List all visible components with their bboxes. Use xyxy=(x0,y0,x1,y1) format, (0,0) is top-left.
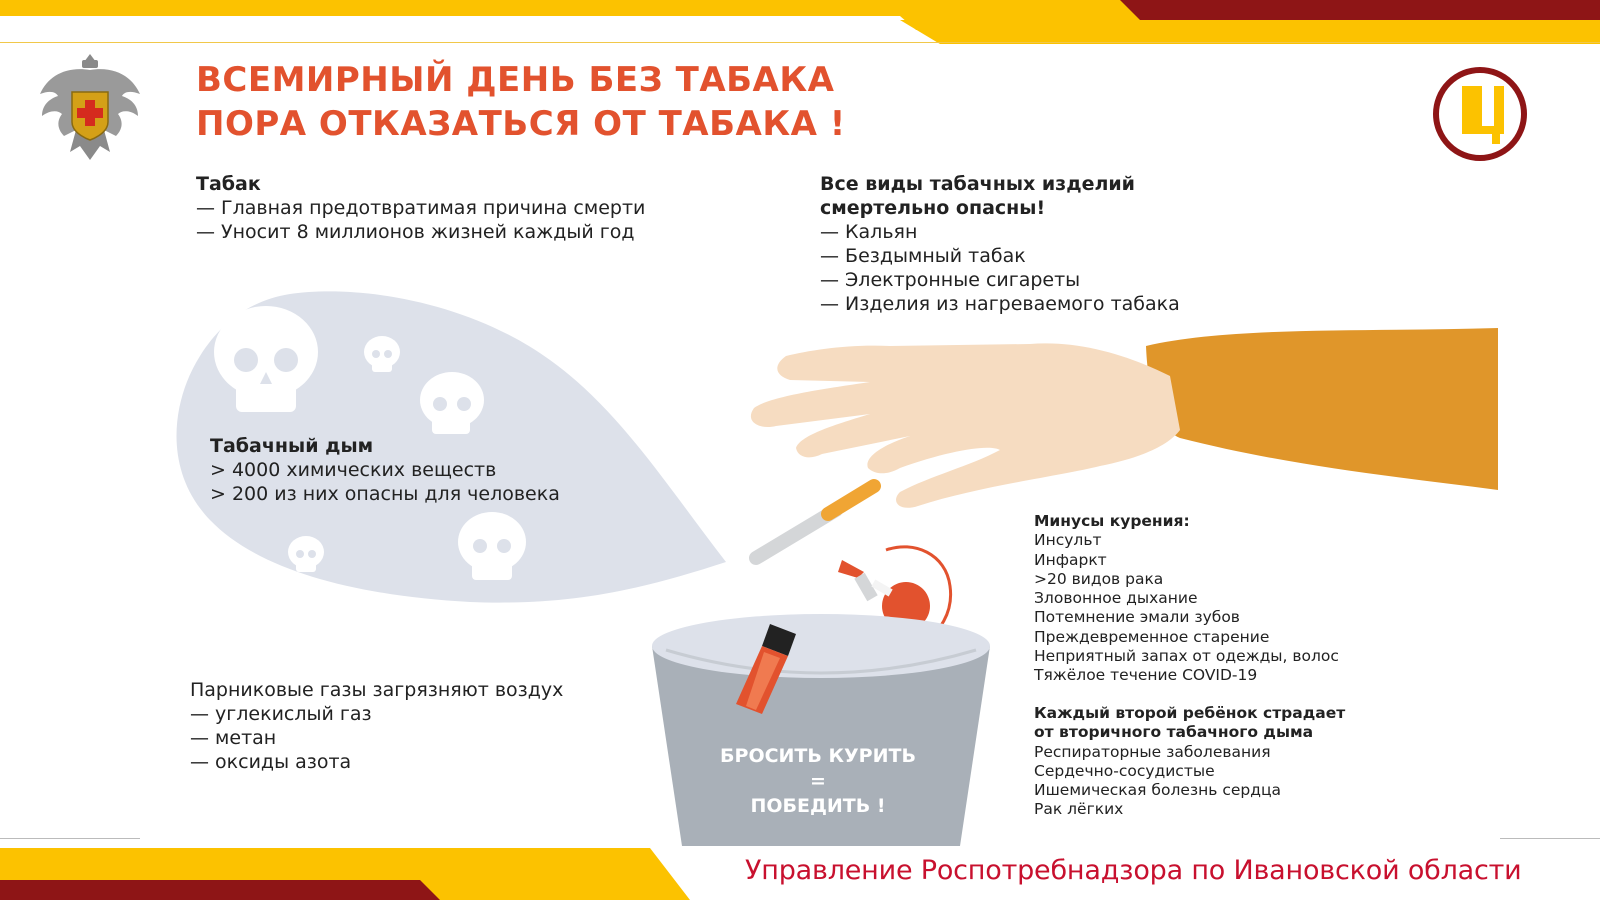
list-item: — углекислый газ xyxy=(190,703,372,725)
list-item: — оксиды азота xyxy=(190,751,352,773)
smoke-block xyxy=(210,434,560,506)
list-item: Респираторные заболевания xyxy=(1034,742,1271,761)
list-item: — Бездымный табак xyxy=(820,245,1026,267)
list-item: — Кальян xyxy=(820,221,918,243)
list-item: > 4000 химических веществ xyxy=(210,459,497,481)
page-title xyxy=(196,58,846,146)
bottom-divider-left xyxy=(0,838,140,839)
list-item: Потемнение эмали зубов xyxy=(1034,608,1240,627)
title-line-1: ВСЕМИРНЫЙ ДЕНЬ БЕЗ ТАБАКА xyxy=(196,60,835,100)
products-heading-line-2: смертельно опасны! xyxy=(820,197,1046,219)
e-cigarette-icon xyxy=(736,624,816,714)
bottom-divider-right xyxy=(1500,838,1600,839)
children-block xyxy=(1034,704,1345,820)
list-item: — метан xyxy=(190,727,277,749)
children-heading-line-2: от вторичного табачного дыма xyxy=(1034,723,1314,742)
products-heading-line-1: Все виды табачных изделий xyxy=(820,173,1135,195)
footer-organization: Управление Роспотребнадзора по Ивановской области xyxy=(745,855,1522,886)
tobacco-block xyxy=(196,172,645,244)
minuses-block xyxy=(1034,512,1339,686)
list-item: — Электронные сигареты xyxy=(820,269,1081,291)
minuses-heading: Минусы курения: xyxy=(1034,512,1190,530)
bucket-label xyxy=(690,744,946,819)
gases-block xyxy=(190,678,563,774)
title-line-2: ПОРА ОТКАЗАТЬСЯ ОТ ТАБАКА ! xyxy=(196,104,846,144)
list-item: Тяжёлое течение COVID-19 xyxy=(1034,666,1258,685)
top-yellow-band-right xyxy=(900,20,1600,44)
list-item: Преждевременное старение xyxy=(1034,627,1270,646)
list-item: Зловонное дыхание xyxy=(1034,589,1198,608)
gases-heading: Парниковые газы загрязняют воздух xyxy=(190,679,564,701)
list-item: Неприятный запах от одежды, волос xyxy=(1034,647,1339,666)
list-item: — Главная предотвратимая причина смерти xyxy=(196,197,646,219)
list-item: Ишемическая болезнь сердца xyxy=(1034,781,1281,800)
list-item: — Изделия из нагреваемого табака xyxy=(820,293,1180,315)
bucket-line-1: БРОСИТЬ КУРИТЬ xyxy=(720,745,916,767)
list-item: Инсульт xyxy=(1034,531,1102,550)
smoke-heading: Табачный дым xyxy=(210,435,374,457)
products-block xyxy=(820,172,1180,316)
top-red-band xyxy=(1120,0,1600,20)
bucket-line-3: ПОБЕДИТЬ ! xyxy=(750,795,886,817)
list-item: Сердечно-сосудистые xyxy=(1034,761,1215,780)
center-logo-icon xyxy=(1432,66,1528,162)
bucket-line-2: = xyxy=(810,770,826,792)
list-item: Инфаркт xyxy=(1034,550,1107,569)
top-band-cutout xyxy=(0,16,930,42)
list-item: >20 видов рака xyxy=(1034,569,1164,588)
children-heading-line-1: Каждый второй ребёнок страдает xyxy=(1034,704,1346,722)
tobacco-heading: Табак xyxy=(196,173,261,195)
emblem-icon xyxy=(36,46,144,164)
list-item: — Уносит 8 миллионов жизней каждый год xyxy=(196,221,635,243)
list-item: Рак лёгких xyxy=(1034,800,1124,819)
list-item: > 200 из них опасны для человека xyxy=(210,483,560,505)
top-divider xyxy=(0,42,1600,43)
bottom-red-band xyxy=(0,880,440,900)
